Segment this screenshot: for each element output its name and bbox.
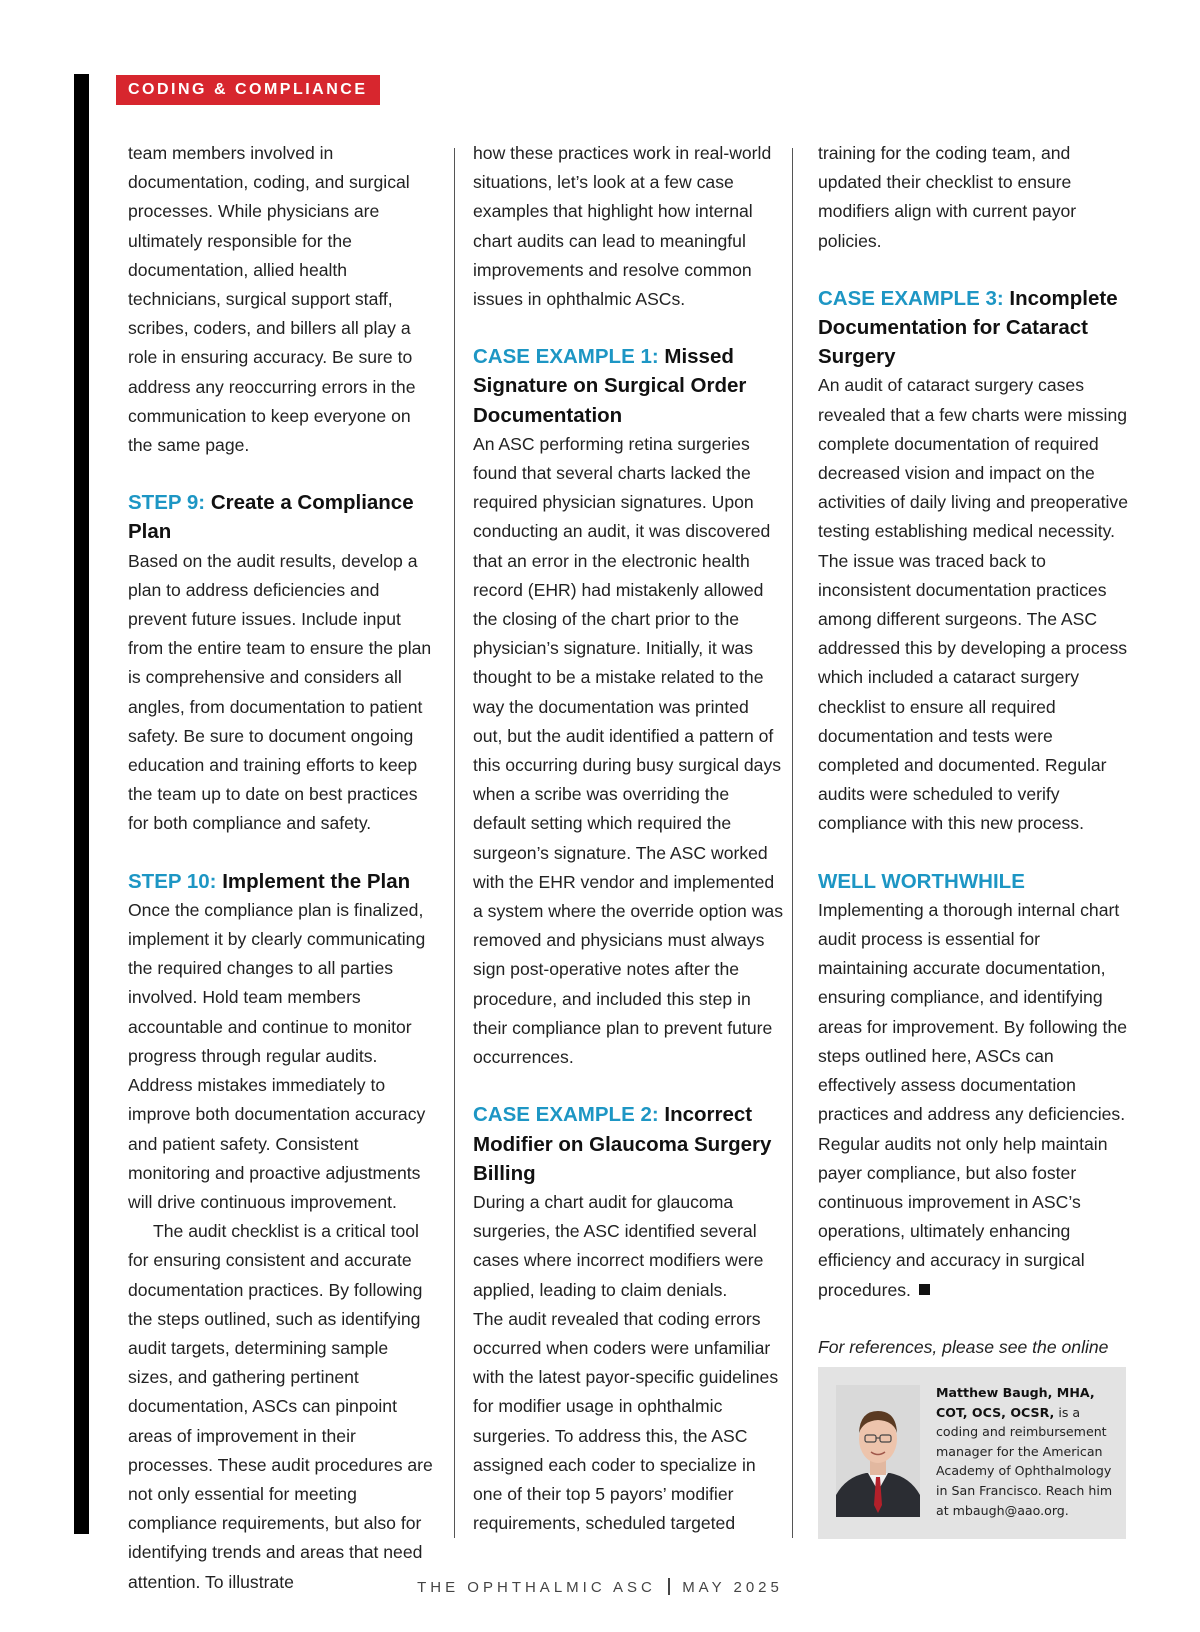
case-2-heading <box>473 1100 783 1188</box>
column-divider <box>792 148 793 1538</box>
paragraph: how these practices work in real-world situations, let’s look at a few case examples that highlight how internal chart audits can lead to meaningful improvements and resolve common issues in ophthalmic ASCs. <box>473 143 772 310</box>
step-10-title: Implement the Plan <box>222 869 411 893</box>
step-9-title: Create a Compliance Plan <box>128 491 414 544</box>
case-3-heading <box>818 284 1130 372</box>
paragraph: Based on the audit results, develop a plan to address deficiencies and prevent future issues. Include input from the entire team to ensure the plan is comprehensive and considers all angles, from documentation to patient safety. Be sure to document ongoing education and training efforts to keep the team up to date on best practices for both compliance and safety. <box>128 550 432 834</box>
author-name: Matthew Baugh, MHA, COT, OCS, OCSR, <box>936 1385 1095 1420</box>
step-9-heading <box>128 488 434 546</box>
case-3-title: Incomplete Documentation for Cataract Surgery <box>818 286 1118 369</box>
author-bio-box <box>818 1367 1126 1539</box>
column-3 <box>818 139 1130 1391</box>
column-divider <box>454 148 455 1538</box>
paragraph: training for the coding team, and updated their checklist to ensure modifiers align with current payor policies. <box>818 143 1077 251</box>
paragraph: Once the compliance plan is finalized, implement it by clearly communicating the required changes to all parties involved. Hold team members accountable and continue to monitor progress through regular audits. Address mistakes immediately to improve both documentation accuracy and patient safety. Consistent monitoring and proactive adjustments will drive continuous improvement. <box>128 899 426 1212</box>
footer-separator <box>668 1578 670 1595</box>
page-footer <box>0 1578 1200 1596</box>
column-1 <box>128 139 434 1597</box>
references-note: For references, please see the online <box>818 1336 1109 1357</box>
publication-name: THE OPHTHALMIC ASC <box>417 1579 656 1596</box>
paragraph: The audit revealed that coding errors occurred when coders were unfamiliar with the latest payor-specific guidelines for modifier usage in ophthalmic surgeries. To address this, the ASC assigned each coder to specialize in one of their top 5 payors’ modifier requirements, scheduled targeted <box>473 1308 779 1534</box>
case-3-label: CASE EXAMPLE 3: <box>818 286 1004 310</box>
paragraph: During a chart audit for glaucoma surgeries, the ASC identified several cases where incorrect modifiers were applied, leading to claim denials. <box>473 1191 764 1300</box>
conclusion-heading <box>818 867 1130 896</box>
section-tag: CODING & COMPLIANCE <box>116 75 380 105</box>
author-description: is a coding and reimbursement manager for the American Academy of Ophthalmology in San Francisco. Reach him at mbaugh@aao.org. <box>936 1404 1113 1518</box>
step-10-label: STEP 10: <box>128 869 217 893</box>
paragraph: An audit of cataract surgery cases revealed that a few charts were missing complete documentation of required decreased vision and impact on the activities of daily living and preoperative testing establishing medical necessity. The issue was traced back to inconsistent documentation practices among different surgeons. The ASC addressed this by developing a process which included a cataract surgery checklist to ensure all required documentation and tests were completed and documented. Regular audits were scheduled to verify compliance with this new process. <box>818 375 1129 834</box>
column-2 <box>473 139 783 1538</box>
author-bio-text <box>936 1383 1114 1520</box>
case-2-title: Incorrect Modifier on Glaucoma Surgery Billing <box>473 1103 772 1185</box>
case-1-title: Missed Signature on Surgical Order Documentation <box>473 345 747 427</box>
conclusion-text: Implementing a thorough internal chart audit process is essential for maintaining accurate documentation, ensuring compliance, and identifying areas for improvement. By following the steps outlined here, ASCs can effectively assess documentation practices and address any deficiencies. Regular audits not only help maintain payer compliance, but also foster continuous improvement in ASC’s operations, ultimately enhancing efficiency and accuracy in surgical procedures. <box>818 899 1128 1300</box>
case-1-label: CASE EXAMPLE 1: <box>473 345 659 369</box>
paragraph: An ASC performing retina surgeries found that several charts lacked the required physician signatures. Upon conducting an audit, it was discovered that an error in the electronic health record (EHR) had mistakenly allowed the closing of the chart prior to the physician’s signature. Initially, it was thought to be a mistake related to the way the documentation was printed out, but the audit identified a pattern of this occurring during busy surgical days when a scribe was overriding the default setting which required the surgeon’s signature. The ASC worked with the EHR vendor and implemented a system where the override option was removed and physicians must always sign post-operative notes after the procedure, and included this step in their compliance plan to prevent future occurrences. <box>473 433 783 1068</box>
author-photo <box>836 1385 920 1517</box>
left-margin-rule <box>74 74 89 1534</box>
issue-date: MAY 2025 <box>682 1579 783 1596</box>
step-10-heading <box>128 867 434 896</box>
paragraph: team members involved in documentation, coding, and surgical processes. While physicians are ultimately responsible for the documentation, allied health technicians, surgical support staff, scribes, coders, and billers all play a role in ensuring accuracy. Be sure to address any reoccurring errors in the communication to keep everyone on the same page. <box>128 143 416 456</box>
case-1-heading <box>473 342 783 430</box>
paragraph: The audit checklist is a critical tool for ensuring consistent and accurate documentation practices. By following the steps outlined, such as identifying audit targets, determining sample sizes, and gathering pertinent documentation, ASCs can pinpoint areas of improvement in their processes. These audit procedures are not only essential for meeting compliance requirements, but also for identifying trends and areas that need attention. To illustrate <box>128 1221 433 1592</box>
step-9-label: STEP 9: <box>128 491 206 515</box>
paragraph <box>818 896 1130 1305</box>
case-2-label: CASE EXAMPLE 2: <box>473 1103 659 1127</box>
end-of-article-mark <box>919 1284 930 1295</box>
conclusion-label: WELL WORTHWHILE <box>818 869 1025 893</box>
